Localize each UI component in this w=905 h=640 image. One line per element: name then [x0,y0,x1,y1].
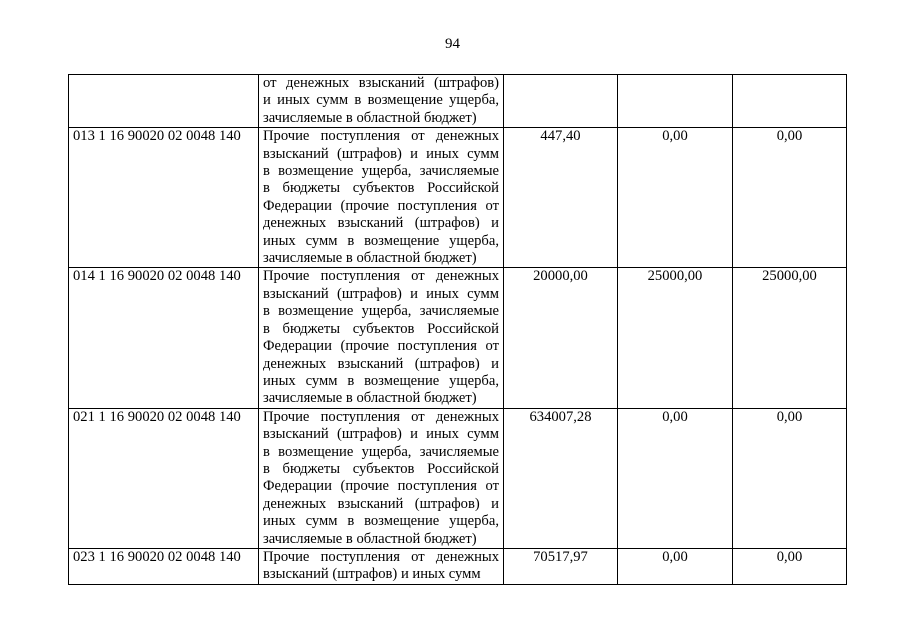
amount-cell-3: 0,00 [733,548,847,584]
description-cell [259,548,504,584]
description-line: зачисляемые в областной бюджет) [263,390,477,407]
budget-code-cell: 023 1 16 90020 02 0048 140 [69,548,259,584]
budget-code-cell: 014 1 16 90020 02 0048 140 [69,268,259,408]
description-line: Федерации (прочие поступления от [263,197,499,214]
description-line: в бюджеты субъектов Российской [263,180,499,197]
amount-cell-2 [618,75,733,128]
amount-cell-1: 634007,28 [504,408,618,548]
description-cell [259,75,504,128]
description-line: Федерации (прочие поступления от [263,478,499,495]
description-line: Прочие поступления от денежных [263,408,499,425]
budget-table-body [69,75,847,585]
budget-code-cell [69,75,259,128]
description-cell [259,268,504,408]
description-line: денежных взысканий (штрафов) и [263,355,499,372]
amount-cell-3: 0,00 [733,408,847,548]
description-line: в возмещение ущерба, зачисляемые [263,303,499,320]
description-line: в бюджеты субъектов Российской [263,460,499,477]
description-cell [259,128,504,268]
description-line: взысканий (штрафов) и иных сумм [263,285,499,302]
description-line: и иных сумм в возмещение ущерба, [263,92,499,109]
description-line: в возмещение ущерба, зачисляемые [263,163,499,180]
amount-cell-1 [504,75,618,128]
description-line: зачисляемые в областной бюджет) [263,109,477,126]
description-line: в возмещение ущерба, зачисляемые [263,443,499,460]
description-line: денежных взысканий (штрафов) и [263,495,499,512]
amount-cell-2: 0,00 [618,548,733,584]
table-row [69,408,847,548]
description-line: иных сумм в возмещение ущерба, [263,513,499,530]
description-line: взысканий (штрафов) и иных сумм [263,145,499,162]
table-row [69,268,847,408]
amount-cell-2: 25000,00 [618,268,733,408]
amount-cell-1: 447,40 [504,128,618,268]
amount-cell-1: 20000,00 [504,268,618,408]
budget-code-cell: 021 1 16 90020 02 0048 140 [69,408,259,548]
description-line: в бюджеты субъектов Российской [263,320,499,337]
page-number: 94 [445,36,460,52]
description-line: Прочие поступления от денежных [263,128,499,145]
description-line: иных сумм в возмещение ущерба, [263,372,499,389]
amount-cell-3: 0,00 [733,128,847,268]
budget-table [68,74,847,585]
table-row [69,548,847,584]
amount-cell-3: 25000,00 [733,268,847,408]
amount-cell-3 [733,75,847,128]
description-line: от денежных взысканий (штрафов) [263,75,499,91]
description-line: иных сумм в возмещение ущерба, [263,232,499,249]
description-line: зачисляемые в областной бюджет) [263,530,477,547]
description-line: Прочие поступления от денежных [263,548,499,565]
table-row [69,128,847,268]
table-row [69,75,847,128]
description-cell [259,408,504,548]
amount-cell-1: 70517,97 [504,548,618,584]
amount-cell-2: 0,00 [618,128,733,268]
description-line: Прочие поступления от денежных [263,268,499,285]
description-line: зачисляемые в областной бюджет) [263,250,477,267]
amount-cell-2: 0,00 [618,408,733,548]
description-line: взысканий (штрафов) и иных сумм [263,426,499,443]
description-line: взысканий (штрафов) и иных сумм [263,566,481,583]
description-line: денежных взысканий (штрафов) и [263,215,499,232]
budget-code-cell: 013 1 16 90020 02 0048 140 [69,128,259,268]
description-line: Федерации (прочие поступления от [263,338,499,355]
